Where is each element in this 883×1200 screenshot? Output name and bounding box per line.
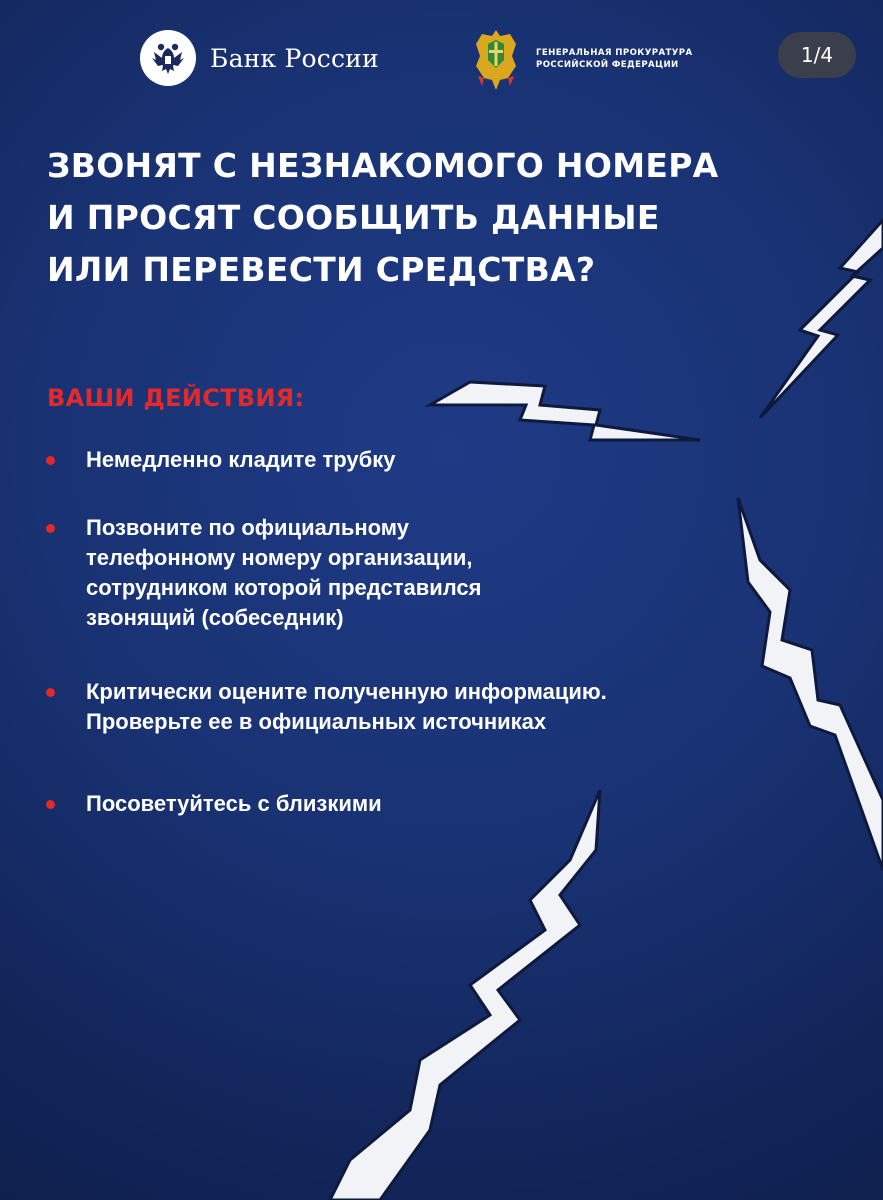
bullet-icon [46, 456, 55, 465]
actions-title: ВАШИ ДЕЙСТВИЯ: [47, 384, 305, 412]
action-text-line: Посоветуйтесь с близкими [86, 791, 382, 816]
action-text-line: сотрудником которой представился [86, 575, 482, 600]
double-headed-eagle-icon [140, 30, 196, 86]
prosecutor-emblem-icon [470, 26, 522, 92]
headline [47, 140, 847, 296]
header [0, 20, 883, 100]
action-text-line: Критически оцените полученную информацию. [86, 679, 607, 704]
prosecutor-logo [470, 26, 736, 92]
action-text-line: Немедленно кладите трубку [86, 447, 396, 472]
action-text-line: Проверьте ее в официальных источниках [86, 709, 547, 734]
action-item-hang-up [46, 445, 395, 475]
headline-line2: И ПРОСЯТ СООБЩИТЬ ДАННЫЕ [47, 198, 660, 237]
headline-line1: ЗВОНЯТ С НЕЗНАКОМОГО НОМЕРА [47, 146, 719, 185]
bullet-icon [46, 800, 55, 809]
bullet-icon [46, 524, 55, 533]
bank-russia-logo [140, 30, 379, 86]
action-item-call-official [46, 513, 482, 633]
bank-name: Банк России [210, 43, 379, 73]
action-item-verify-info [46, 677, 607, 737]
action-item-consult-family [46, 789, 382, 819]
headline-line3: ИЛИ ПЕРЕВЕСТИ СРЕДСТВА? [47, 250, 596, 289]
prosecutor-name [536, 47, 736, 71]
prosecutor-name-line2: РОССИЙСКОЙ ФЕДЕРАЦИИ [536, 60, 679, 70]
action-text-line: телефонному номеру организации, [86, 545, 473, 570]
page-indicator-badge: 1/4 [778, 32, 856, 78]
action-text-line: Позвоните по официальному [86, 515, 409, 540]
action-text-line: звонящий (собеседник) [86, 605, 344, 630]
bullet-icon [46, 688, 55, 697]
prosecutor-name-line1: ГЕНЕРАЛЬНАЯ ПРОКУРАТУРА [536, 48, 693, 58]
